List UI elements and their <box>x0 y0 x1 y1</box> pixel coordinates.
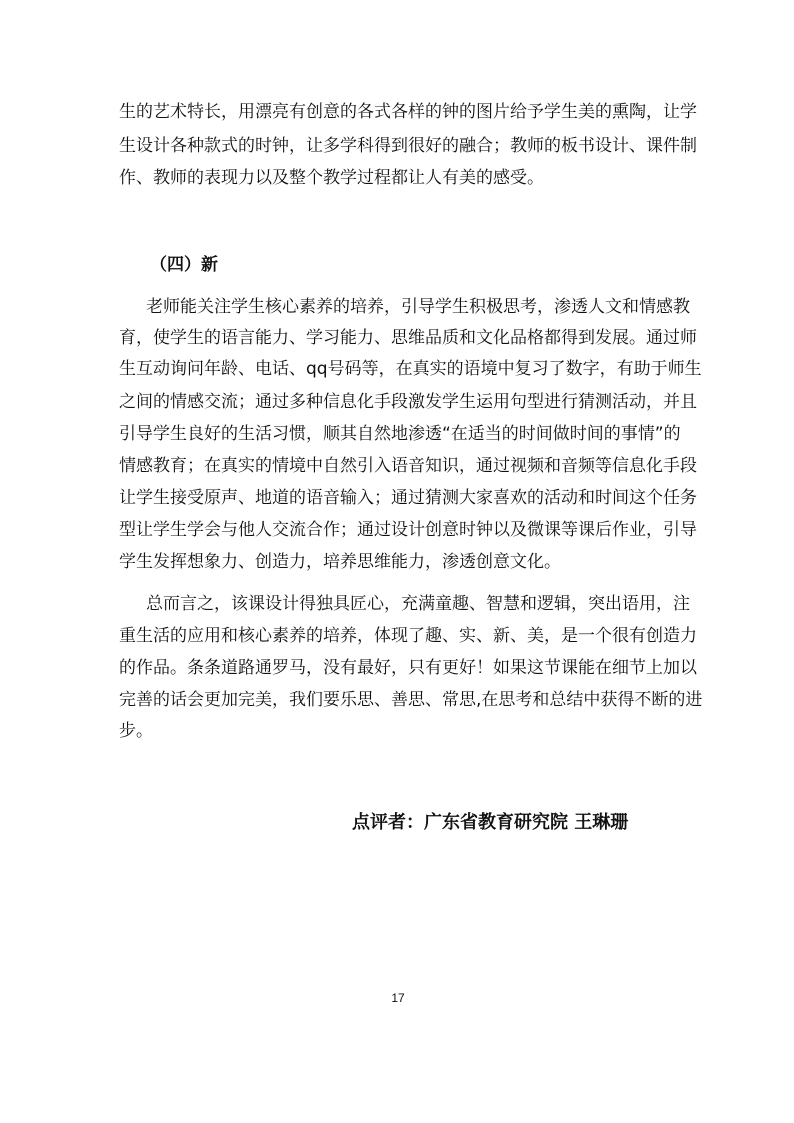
reviewer-signature: 点评者：广东省教育研究院 王琳珊 <box>352 812 629 833</box>
paragraph-line: 的作品。条条道路通罗马，没有最好，只有更好！如果这节课能在细节上加以 <box>119 658 697 678</box>
paragraph-line: 情感教育；在真实的情境中自然引入语音知识，通过视频和音频等信息化手段 <box>119 456 697 476</box>
paragraph-line: 总而言之，该课设计得独具匠心，充满童趣、智慧和逻辑，突出语用，注 <box>146 594 690 614</box>
section-heading: （四）新 <box>150 255 218 275</box>
page-number: 17 <box>391 991 405 1005</box>
paragraph-line: 育，使学生的语言能力、学习能力、思维品质和文化品格都得到发展。通过师 <box>119 328 697 348</box>
paragraph-line: 生互动询问年龄、电话、qq号码等，在真实的语境中复习了数字，有助于师生 <box>119 359 702 379</box>
paragraph-line: 生的艺术特长，用漂亮有创意的各式各样的钟的图片给予学生美的熏陶，让学 <box>119 102 697 122</box>
paragraph-line: 型让学生学会与他人交流合作；通过设计创意时钟以及微课等课后作业，引导 <box>119 520 697 540</box>
paragraph-line: 作、教师的表现力以及整个教学过程都让人有美的感受。 <box>119 168 544 188</box>
paragraph-line: 步。 <box>119 721 153 741</box>
paragraph-line: 之间的情感交流；通过多种信息化手段激发学生运用句型进行猜测活动，并且 <box>119 392 697 412</box>
paragraph-line: 引导学生良好的生活习惯，顺其自然地渗透“在适当的时间做时间的事情”的 <box>119 424 681 444</box>
paragraph-line: 学生发挥想象力、创造力，培养思维能力，渗透创意文化。 <box>119 552 561 572</box>
paragraph-line: 完善的话会更加完美，我们要乐思、善思、常思,在思考和总结中获得不断的进 <box>119 690 703 710</box>
paragraph-line: 生设计各种款式的时钟，让多学科得到很好的融合；教师的板书设计、课件制 <box>119 136 697 156</box>
paragraph-line: 让学生接受原声、地道的语音输入；通过猜测大家喜欢的活动和时间这个任务 <box>119 488 697 508</box>
paragraph-line: 重生活的应用和核心素养的培养，体现了趣、实、新、美，是一个很有创造力 <box>119 626 697 646</box>
paragraph-line: 老师能关注学生核心素养的培养，引导学生积极思考，渗透人文和情感教 <box>146 297 690 317</box>
